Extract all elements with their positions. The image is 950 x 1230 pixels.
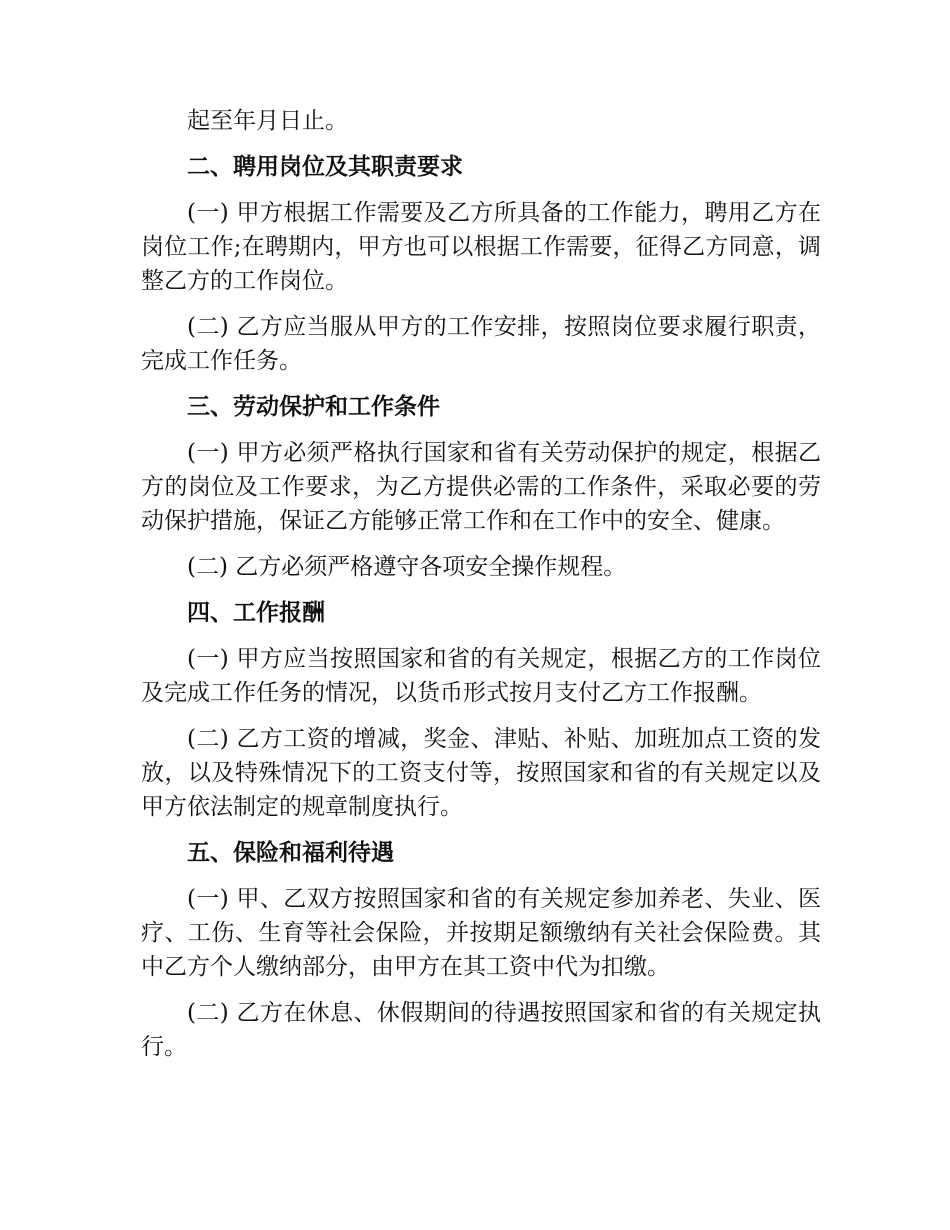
paragraph-4-1: (一) 甲方应当按照国家和省的有关规定，根据乙方的工作岗位及完成工作任务的情况，以货币形式按月支付乙方工作报酬。	[141, 646, 821, 706]
paragraph-3-1: (一) 甲方必须严格执行国家和省有关劳动保护的规定，根据乙方的岗位及工作要求，为乙方提供必需的工作条件，采取必要的劳动保护措施，保证乙方能够正常工作和在工作中的安全、健康。	[141, 440, 821, 534]
document-body	[141, 104, 821, 1076]
section-heading-2: 二、聘用岗位及其职责要求	[187, 153, 463, 180]
paragraph-term-end: 起至年月日止。	[187, 108, 348, 134]
paragraph-5-2: (二) 乙方在休息、休假期间的待遇按照国家和省的有关规定执行。	[141, 1000, 821, 1060]
section-heading-3: 三、劳动保护和工作条件	[187, 393, 440, 420]
paragraph-2-1: (一) 甲方根据工作需要及乙方所具备的工作能力，聘用乙方在岗位工作;在聘期内，甲方也可以根据工作需要，征得乙方同意，调整乙方的工作岗位。	[141, 200, 821, 294]
paragraph-5-1: (一) 甲、乙双方按照国家和省的有关规定参加养老、失业、医疗、工伤、生育等社会保险，并按期足额缴纳有关社会保险费。其中乙方个人缴纳部分，由甲方在其工资中代为扣缴。	[141, 886, 821, 980]
paragraph-3-2: (二) 乙方必须严格遵守各项安全操作规程。	[187, 554, 627, 580]
paragraph-2-2: (二) 乙方应当服从甲方的工作安排，按照岗位要求履行职责，完成工作任务。	[141, 314, 821, 374]
section-heading-5: 五、保险和福利待遇	[187, 839, 394, 866]
paragraph-4-2: (二) 乙方工资的增减，奖金、津贴、补贴、加班加点工资的发放，以及特殊情况下的工资支付等，按照国家和省的有关规定以及甲方依法制定的规章制度执行。	[141, 726, 821, 820]
section-heading-4: 四、工作报酬	[187, 599, 325, 626]
